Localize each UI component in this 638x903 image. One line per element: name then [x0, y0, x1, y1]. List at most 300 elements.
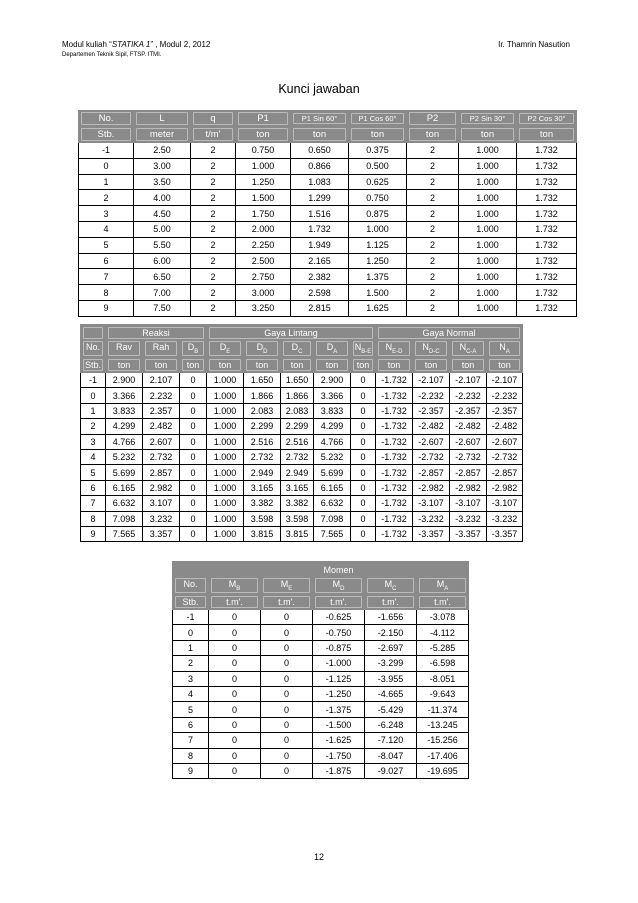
header-subscript: C-A — [466, 348, 477, 355]
header-symbol: No. — [85, 342, 100, 353]
table-row — [79, 300, 577, 316]
column-header — [134, 127, 191, 143]
table-cell: 0 — [261, 748, 313, 763]
table-cell: 2.500 — [236, 253, 291, 269]
table-cell: -2.857 — [413, 465, 450, 480]
table-cell: 1.732 — [517, 300, 577, 316]
column-header-label: ton — [316, 359, 348, 371]
table-cell: 0 — [261, 717, 313, 732]
column-header-label — [211, 578, 258, 593]
table-cell: 1.000 — [459, 206, 517, 222]
table-cell: -8.051 — [417, 671, 469, 686]
table-row — [79, 174, 577, 190]
table-cell: 5.232 — [106, 449, 143, 464]
table-cell: 1.732 — [517, 237, 577, 253]
column-header — [106, 341, 143, 357]
table-row — [81, 465, 523, 480]
table-cell: 8 — [79, 285, 134, 301]
table-cell: -2.232 — [413, 388, 450, 403]
table-cell: 3 — [81, 434, 106, 449]
table-cell: -1 — [79, 143, 134, 159]
column-header — [261, 594, 313, 610]
column-header-label — [353, 341, 373, 356]
table-cell: -1.625 — [313, 733, 365, 748]
table-row — [79, 221, 577, 237]
table-cell: 9 — [79, 300, 134, 316]
table-cell: 0 — [351, 373, 376, 388]
table-cell: -5.285 — [417, 640, 469, 655]
column-header — [413, 341, 450, 357]
group-header — [207, 325, 376, 341]
table-cell: 1.000 — [207, 373, 244, 388]
table-row — [81, 388, 523, 403]
header-subscript: D-C — [428, 348, 440, 355]
column-header-label: L — [136, 112, 188, 125]
header-subscript: E — [288, 585, 293, 592]
table-cell: -3.232 — [487, 511, 523, 526]
column-header — [417, 594, 469, 610]
table-cell: 2 — [191, 221, 236, 237]
column-header-label: ton — [452, 359, 484, 371]
table-cell: 1.625 — [349, 300, 407, 316]
header-subscript: D — [340, 585, 345, 592]
column-header — [261, 578, 313, 594]
table-cell: 1.000 — [207, 496, 244, 511]
column-header — [281, 357, 314, 373]
column-header-label: t.m'. — [367, 596, 414, 608]
column-header — [236, 127, 291, 143]
group-header — [376, 325, 523, 341]
table-cell: 3.815 — [281, 526, 314, 541]
header-subscript: D — [263, 348, 268, 355]
table-cell: 1.000 — [207, 465, 244, 480]
table-cell: 1.000 — [459, 174, 517, 190]
table-row — [81, 434, 523, 449]
table-cell: 0 — [209, 763, 261, 778]
column-header — [450, 341, 487, 357]
column-header — [207, 341, 244, 357]
table-row — [79, 190, 577, 206]
table-cell: 2 — [407, 300, 459, 316]
header-subscript: E-D — [392, 348, 403, 355]
table-cell: -19.695 — [417, 763, 469, 778]
table-cell: -1.875 — [313, 763, 365, 778]
load-table — [78, 110, 577, 317]
table-cell: 1.000 — [207, 434, 244, 449]
table-cell: 1.000 — [207, 388, 244, 403]
table-row — [81, 373, 523, 388]
table-cell: 2 — [407, 190, 459, 206]
column-header-label — [283, 341, 311, 356]
column-header-label: t.m'. — [211, 596, 258, 608]
table-cell: 2.732 — [281, 449, 314, 464]
table-cell: 5 — [81, 465, 106, 480]
table-cell: -1.250 — [313, 686, 365, 701]
table-cell: 7.50 — [134, 300, 191, 316]
table-cell: 3 — [173, 671, 209, 686]
table-cell: 2.482 — [143, 419, 180, 434]
table-cell: 4 — [173, 686, 209, 701]
table-cell: -3.357 — [487, 526, 523, 541]
table-row — [79, 253, 577, 269]
table-cell: 7 — [81, 496, 106, 511]
column-header-label: No. — [81, 112, 131, 125]
table-cell: -2.732 — [450, 449, 487, 464]
group-header-label: Reaksi — [108, 327, 204, 339]
table-cell: 2.083 — [244, 403, 281, 418]
table-cell: 2.732 — [244, 449, 281, 464]
table-row — [79, 269, 577, 285]
column-header — [450, 357, 487, 373]
table-cell: 0 — [209, 733, 261, 748]
column-header-label — [452, 341, 484, 356]
table-cell: 2.900 — [314, 373, 351, 388]
table-cell: 2.107 — [143, 373, 180, 388]
column-header — [191, 111, 236, 127]
table-cell: 0 — [351, 526, 376, 541]
table-cell: 0.650 — [291, 143, 349, 159]
column-header — [291, 127, 349, 143]
column-header — [143, 357, 180, 373]
column-header — [459, 127, 517, 143]
table-cell: -1.732 — [376, 434, 413, 449]
column-header-label: t/m' — [193, 128, 233, 141]
table-cell: 0 — [209, 717, 261, 732]
column-header-label: ton — [353, 359, 373, 371]
table-cell: 2 — [191, 174, 236, 190]
table-cell: 0 — [351, 403, 376, 418]
table-cell: 0 — [351, 465, 376, 480]
column-header-label: ton — [108, 359, 140, 371]
header-symbol: Rav — [115, 342, 132, 353]
table-cell: 4 — [79, 221, 134, 237]
header-course — [62, 40, 210, 50]
table-cell: 2 — [407, 285, 459, 301]
table-cell: -2.732 — [487, 449, 523, 464]
column-header-label: P2 Cos 30° — [519, 113, 574, 124]
table-cell: 2.357 — [143, 403, 180, 418]
column-header-label: Stb. — [175, 596, 206, 608]
table-cell: 3.366 — [314, 388, 351, 403]
table-cell: 3.232 — [143, 511, 180, 526]
table-cell: 2.299 — [244, 419, 281, 434]
column-header-label: ton — [489, 359, 520, 371]
column-header-label — [315, 578, 362, 593]
column-header — [236, 111, 291, 127]
header-symbol: M — [332, 579, 341, 590]
table-row — [173, 702, 469, 717]
table-cell: 2 — [191, 253, 236, 269]
column-header — [244, 357, 281, 373]
table-row — [173, 686, 469, 701]
table-cell: -4.665 — [365, 686, 417, 701]
table-row — [173, 625, 469, 640]
column-header — [209, 594, 261, 610]
table-cell: 1.250 — [349, 253, 407, 269]
table-cell: -2.150 — [365, 625, 417, 640]
table-cell: 3.250 — [236, 300, 291, 316]
table-cell: 0 — [261, 671, 313, 686]
table-cell: 9 — [81, 526, 106, 541]
table-row — [79, 237, 577, 253]
table-cell: -2.107 — [413, 373, 450, 388]
table-cell: 2 — [191, 158, 236, 174]
table-cell: 1.000 — [207, 449, 244, 464]
table-cell: 2 — [407, 143, 459, 159]
table-row — [81, 526, 523, 541]
table-cell: -3.232 — [450, 511, 487, 526]
table-cell: 0 — [351, 388, 376, 403]
column-header — [487, 341, 523, 357]
table-cell: 2 — [173, 656, 209, 671]
table-cell: 3.107 — [143, 496, 180, 511]
table-cell: 2 — [191, 237, 236, 253]
column-header — [314, 341, 351, 357]
table-cell: 0.375 — [349, 143, 407, 159]
header-symbol: N — [385, 342, 393, 353]
table-cell: 7.098 — [314, 511, 351, 526]
table-cell: 0 — [351, 419, 376, 434]
table-cell: 0 — [209, 625, 261, 640]
table-cell: 2.857 — [143, 465, 180, 480]
table-cell: 3.598 — [281, 511, 314, 526]
header-subscript: A — [333, 348, 338, 355]
column-header — [173, 594, 209, 610]
table-cell: 2.815 — [291, 300, 349, 316]
header-symbol: M — [228, 579, 237, 590]
table-cell: -6.248 — [365, 717, 417, 732]
table-cell: 1.000 — [459, 269, 517, 285]
table-cell: 3.50 — [134, 174, 191, 190]
column-header-label: P1 — [238, 112, 288, 125]
header-row — [81, 357, 523, 373]
column-header — [407, 127, 459, 143]
header-subscript: A — [505, 348, 510, 355]
column-header — [191, 127, 236, 143]
table-cell: 2.750 — [236, 269, 291, 285]
table-cell: 0 — [180, 419, 207, 434]
table-cell: 1.500 — [349, 285, 407, 301]
moment-table — [172, 561, 469, 779]
table-cell: 6.50 — [134, 269, 191, 285]
table-cell: 2.516 — [281, 434, 314, 449]
table-cell: 2.982 — [143, 480, 180, 495]
table-row — [81, 449, 523, 464]
column-header-label — [378, 341, 410, 356]
table-cell: 4.299 — [314, 419, 351, 434]
column-header — [376, 341, 413, 357]
column-header-label — [182, 341, 204, 356]
column-header-label: ton — [182, 359, 204, 371]
table-row — [81, 403, 523, 418]
header-symbol: D — [326, 342, 334, 353]
table-cell: 0 — [351, 434, 376, 449]
table-cell: -1.732 — [376, 480, 413, 495]
table-cell: 9 — [173, 763, 209, 778]
group-header-row — [173, 562, 469, 578]
table-cell: 2 — [191, 206, 236, 222]
table-cell: 1.299 — [291, 190, 349, 206]
table-cell: 0 — [261, 640, 313, 655]
table-cell: 6.165 — [314, 480, 351, 495]
column-header-label — [108, 341, 140, 356]
table-cell: -2.357 — [487, 403, 523, 418]
table-cell: 0 — [209, 640, 261, 655]
table-cell: -3.357 — [450, 526, 487, 541]
table-cell: -15.256 — [417, 733, 469, 748]
table-cell: -1.732 — [376, 465, 413, 480]
table-cell: 7 — [79, 269, 134, 285]
header-row — [79, 127, 577, 143]
header-subscript: A — [444, 585, 449, 592]
column-header — [209, 578, 261, 594]
table-cell: 1.000 — [236, 158, 291, 174]
table-cell: 1.000 — [207, 419, 244, 434]
table-cell: -9.027 — [365, 763, 417, 778]
table-cell: -2.982 — [450, 480, 487, 495]
table-cell: 0 — [180, 480, 207, 495]
table-cell: 5.699 — [314, 465, 351, 480]
group-header — [106, 325, 207, 341]
table-cell: 1.750 — [236, 206, 291, 222]
table-cell: 5 — [173, 702, 209, 717]
table-cell: 0 — [209, 686, 261, 701]
table-row — [81, 419, 523, 434]
table-cell: -17.406 — [417, 748, 469, 763]
table-cell: -1.732 — [376, 419, 413, 434]
table-cell: 1.732 — [517, 285, 577, 301]
table-cell: 1.500 — [236, 190, 291, 206]
table-cell: 1.732 — [517, 158, 577, 174]
table-cell: 2 — [191, 300, 236, 316]
table-row — [173, 717, 469, 732]
table-cell: -2.982 — [487, 480, 523, 495]
table-cell: -1 — [173, 610, 209, 625]
column-header — [81, 357, 106, 373]
column-header — [407, 111, 459, 127]
column-header — [281, 341, 314, 357]
column-header-label: ton — [246, 359, 278, 371]
table-cell: 0 — [180, 388, 207, 403]
table-cell: 1.000 — [459, 237, 517, 253]
table-cell: -3.107 — [413, 496, 450, 511]
table-cell: 1.000 — [459, 300, 517, 316]
table-cell: 4.766 — [314, 434, 351, 449]
table-cell: 0 — [180, 496, 207, 511]
column-header — [134, 111, 191, 127]
table-cell: 2.516 — [244, 434, 281, 449]
table-cell: 2.000 — [236, 221, 291, 237]
table-row — [79, 158, 577, 174]
table-cell: 2.299 — [281, 419, 314, 434]
table-cell: 0 — [261, 686, 313, 701]
column-header — [351, 341, 376, 357]
table-cell: 2 — [407, 253, 459, 269]
table-cell: 6.632 — [106, 496, 143, 511]
header-symbol: N — [499, 342, 506, 353]
column-header-label — [246, 341, 278, 356]
table-cell: -2.232 — [487, 388, 523, 403]
column-header — [487, 357, 523, 373]
table-cell: 0.500 — [349, 158, 407, 174]
table-cell: 0 — [261, 625, 313, 640]
column-header-label: ton — [283, 359, 311, 371]
header-row — [173, 594, 469, 610]
table-cell: 1.000 — [207, 511, 244, 526]
table-cell: 2 — [407, 237, 459, 253]
table-cell: -1.500 — [313, 717, 365, 732]
column-header-label: ton — [145, 359, 177, 371]
table-cell: 0 — [351, 449, 376, 464]
column-header — [173, 578, 209, 594]
table-row — [173, 671, 469, 686]
table-cell: -9.643 — [417, 686, 469, 701]
header-symbol: N — [422, 342, 429, 353]
column-header-label: ton — [409, 128, 456, 141]
table-cell: 0 — [81, 388, 106, 403]
table-cell: 0 — [79, 158, 134, 174]
table-cell: -2.732 — [413, 449, 450, 464]
table-cell: 1 — [81, 403, 106, 418]
column-header-label: P1 Cos 60° — [351, 113, 404, 124]
table-cell: 1.732 — [517, 221, 577, 237]
header-course-b: ” , Modul 2, 2012 — [150, 40, 211, 49]
table-cell: 0 — [209, 702, 261, 717]
table-cell: 1.949 — [291, 237, 349, 253]
column-header — [313, 594, 365, 610]
table-cell: 1.000 — [207, 403, 244, 418]
table-cell: -2.607 — [413, 434, 450, 449]
table-cell: 1.732 — [291, 221, 349, 237]
table-cell: 7 — [173, 733, 209, 748]
column-header — [349, 127, 407, 143]
table-cell: 3.165 — [281, 480, 314, 495]
table-cell: 8 — [173, 748, 209, 763]
table-cell: 1 — [173, 640, 209, 655]
table-row — [173, 610, 469, 625]
table-cell: 0 — [180, 403, 207, 418]
table-cell: -0.875 — [313, 640, 365, 655]
column-header-label — [145, 341, 177, 356]
table-cell: 6.165 — [106, 480, 143, 495]
column-header-label: ton — [415, 359, 447, 371]
table-cell: -2.107 — [487, 373, 523, 388]
table-cell: 3.382 — [281, 496, 314, 511]
table-cell: 0 — [261, 763, 313, 778]
column-header — [376, 357, 413, 373]
table-cell: -1.750 — [313, 748, 365, 763]
table-cell: -0.625 — [313, 610, 365, 625]
table-cell: -7.120 — [365, 733, 417, 748]
header-symbol: M — [384, 579, 393, 590]
header-subscript: B-E — [361, 348, 372, 355]
header-subscript: B — [194, 348, 199, 355]
column-header — [365, 594, 417, 610]
table-row — [173, 733, 469, 748]
table-cell: 7.098 — [106, 511, 143, 526]
table-cell: 4.766 — [106, 434, 143, 449]
table-cell: 0 — [209, 656, 261, 671]
table-cell: -3.299 — [365, 656, 417, 671]
column-header — [313, 578, 365, 594]
group-header-blank — [81, 325, 106, 341]
column-header — [291, 111, 349, 127]
table-cell: -2.482 — [450, 419, 487, 434]
table-cell: 2.900 — [106, 373, 143, 388]
column-header — [517, 111, 577, 127]
header-subscript: E — [226, 348, 231, 355]
column-header — [314, 357, 351, 373]
